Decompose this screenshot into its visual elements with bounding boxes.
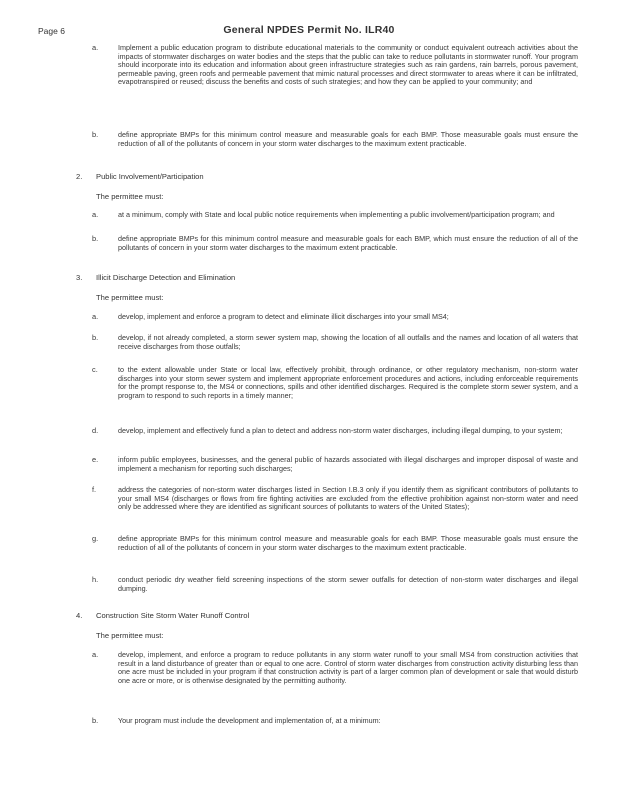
- section-2-a-label: a.: [92, 210, 99, 219]
- document-title: General NPDES Permit No. ILR40: [223, 24, 395, 36]
- section-3-e-label: e.: [92, 455, 99, 464]
- page-number: Page 6: [38, 26, 65, 36]
- section-3-number: 3.: [76, 273, 83, 282]
- section-4-a-text: develop, implement, and enforce a program to reduce pollutants in any storm water runoff to your small MS4 from construction activities that result in a land disturbance of greater than or equal to one acre. Control of storm water discharges from construction activity disturbing less than one acre must be included in your program if that construction activity is part of a larger common plan of development or sale that would disturb one acre or more, or is otherwise designated by the permitting authority.: [118, 650, 578, 685]
- section-3-b-text: develop, if not already completed, a storm sewer system map, showing the location of all outfalls and the names and location of all waters that receive discharges from those outfalls;: [118, 333, 578, 351]
- section-3-g-label: g.: [92, 534, 99, 543]
- item-a-label: a.: [92, 43, 99, 52]
- section-3-a-label: a.: [92, 312, 99, 321]
- section-3-b-label: b.: [92, 333, 99, 342]
- section-3-g-text: define appropriate BMPs for this minimum control measure and measurable goals for each BMP. Those measurable goals must ensure the reduction of all of the pollutants of concern in your storm water discharges to the maximum extent practicable.: [118, 534, 578, 552]
- section-2-number: 2.: [76, 172, 83, 181]
- section-4-title: Construction Site Storm Water Runoff Control: [96, 611, 250, 620]
- section-4-intro: The permittee must:: [96, 631, 164, 640]
- section-3-e-text: inform public employees, businesses, and the general public of hazards associated with illegal discharges and improper disposal of waste and implement a mechanism for reporting such discharges;: [118, 455, 578, 473]
- section-3-d-label: d.: [92, 426, 99, 435]
- section-3-c-text: to the extent allowable under State or local law, effectively prohibit, through ordinance, or other regulatory mechanism, non-storm water discharges into your storm sewer system and implement appropriate enforcement procedures and actions, including enforceable requirements for the prompt response to, the MS4 or connections, spills and other identified discharges. Required is the complete storm sewer system, and a program to respond to such reports in a timely manner;: [118, 365, 578, 400]
- section-2-a-text: at a minimum, comply with State and local public notice requirements when implementing a public involvement/participation program; and: [118, 210, 555, 219]
- item-a-text: Implement a public education program to distribute educational materials to the community or conduct equivalent outreach activities about the impacts of stormwater discharges on water bodies and the steps that the public can take to reduce pollutants in stormwater runoff. Your program should incorporate into its education and information about green infrastructure strategies such as rain gardens, rain barrels, porous pavement, permeable paving, green roofs and permeable pavement that mimic natural processes and direct stormwater to areas where it can be infiltrated, evapotranspired or reused; discuss the benefits and costs of such strategies; and how they can be applied to your community; and: [118, 43, 578, 87]
- item-b-text: define appropriate BMPs for this minimum control measure and measurable goals for each BMP. Those measurable goals must ensure the reduction of all of the pollutants of concern in your storm water discharges to the maximum extent practicable.: [118, 130, 578, 148]
- section-2-title: Public Involvement/Participation: [96, 172, 204, 181]
- section-3-h-text: conduct periodic dry weather field screening inspections of the storm sewer outfalls for detection of non-storm water discharges and illegal dumping.: [118, 575, 578, 593]
- section-4-number: 4.: [76, 611, 83, 620]
- section-3-c-label: c.: [92, 365, 98, 374]
- section-4-a-label: a.: [92, 650, 99, 659]
- section-2-intro: The permittee must:: [96, 192, 164, 201]
- section-3-f-text: address the categories of non-storm water discharges listed in Section I.B.3 only if you identify them as significant contributors of pollutants to your small MS4 (discharges or flows from fire fighting activities are excluded from the effective prohibition against non-storm water and need only be addressed where they are identified as significant sources of pollutants to waters of the United States);: [118, 485, 578, 512]
- section-4-b-label: b.: [92, 716, 99, 725]
- section-3-f-label: f.: [92, 485, 97, 494]
- section-3-intro: The permittee must:: [96, 293, 164, 302]
- section-3-a-text: develop, implement and enforce a program to detect and eliminate illicit discharges into your small MS4;: [118, 312, 449, 321]
- section-3-d-text: develop, implement and effectively fund a plan to detect and address non-storm water discharges, including illegal dumping, to your system;: [118, 426, 563, 435]
- section-4-b-text: Your program must include the development and implementation of, at a minimum:: [118, 716, 381, 725]
- section-3-title: Illicit Discharge Detection and Elimination: [96, 273, 236, 282]
- section-3-h-label: h.: [92, 575, 99, 584]
- section-2-b-label: b.: [92, 234, 99, 243]
- section-2-b-text: define appropriate BMPs for this minimum control measure and measurable goals for each BMP, which must ensure the reduction of all of the pollutants of concern in your storm water discharges to the maximum extent practicable.: [118, 234, 578, 252]
- item-b-label: b.: [92, 130, 99, 139]
